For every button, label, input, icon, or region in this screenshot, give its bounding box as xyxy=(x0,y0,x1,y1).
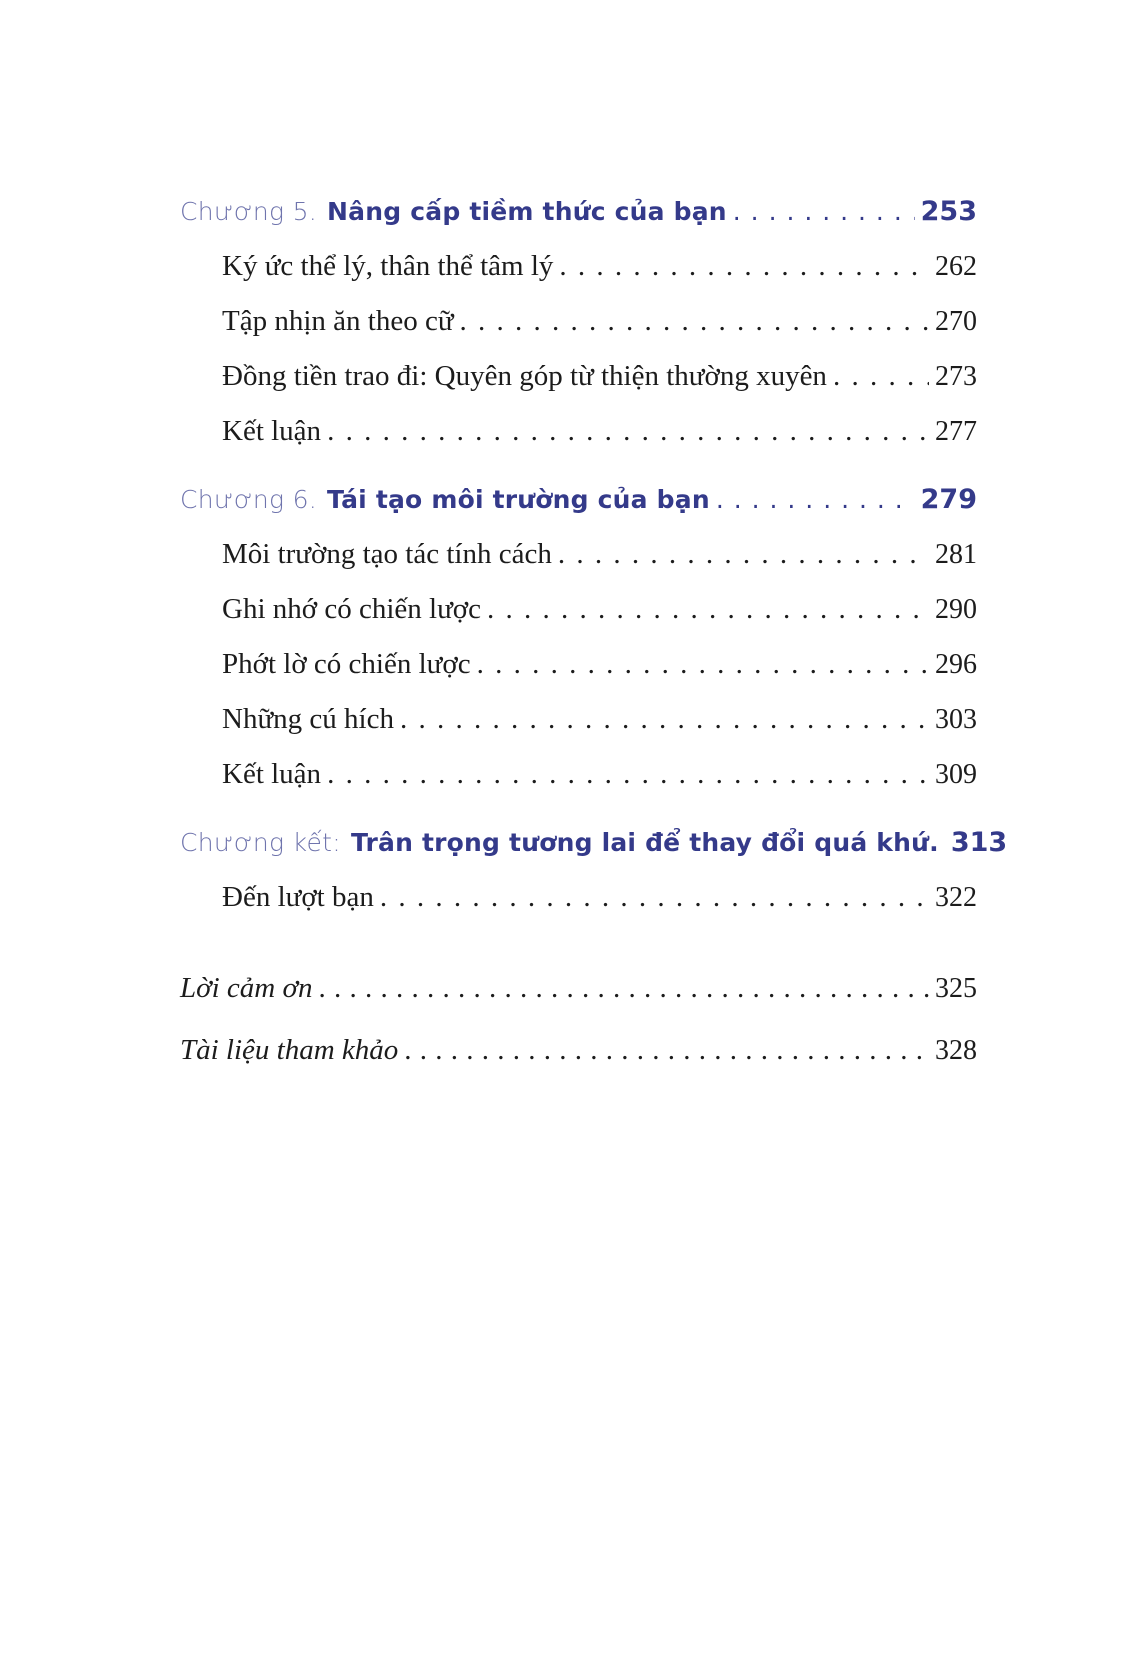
section-page-number: 270 xyxy=(935,306,977,337)
section-title: Tập nhịn ăn theo cữ xyxy=(222,305,454,337)
toc-entry[interactable] xyxy=(180,360,977,415)
toc-entry[interactable] xyxy=(180,593,977,648)
chapter-title: Trân trọng tương lai để thay đổi quá khứ. xyxy=(350,828,939,857)
chapter-conclusion xyxy=(180,827,1008,936)
back-matter xyxy=(180,972,977,1096)
section-title: Kết luận xyxy=(222,758,322,790)
chapter-title: Tái tạo môi trường của bạn xyxy=(327,485,710,514)
section-title: Ký ức thể lý, thân thể tâm lý xyxy=(222,250,554,282)
section-page-number: 309 xyxy=(935,759,977,790)
chapter-page-number: 279 xyxy=(920,484,977,515)
section-title: Đến lượt bạn xyxy=(222,881,374,913)
chapter-prefix: Chương 6. xyxy=(180,485,318,514)
toc-entry[interactable] xyxy=(180,1034,977,1096)
chapter-page-number: 253 xyxy=(920,196,977,227)
section-page-number: 322 xyxy=(935,882,977,913)
chapter-heading[interactable] xyxy=(180,484,977,520)
toc-entry[interactable] xyxy=(180,538,977,593)
section-page-number: 290 xyxy=(935,594,977,625)
back-matter-title: Tài liệu tham khảo xyxy=(180,1034,399,1066)
chapter-heading[interactable] xyxy=(180,827,1008,863)
dot-leader xyxy=(487,593,929,626)
dot-leader xyxy=(400,703,929,736)
chapter-prefix: Chương 5. xyxy=(180,197,318,226)
chapter-title: Nâng cấp tiềm thức của bạn xyxy=(327,197,727,226)
section-page-number: 277 xyxy=(935,416,977,447)
dot-leader xyxy=(404,1034,929,1067)
dot-leader xyxy=(558,538,929,571)
back-matter-page-number: 328 xyxy=(935,1035,977,1066)
toc-entry[interactable] xyxy=(180,881,977,936)
dot-leader xyxy=(380,881,929,914)
toc-entry[interactable] xyxy=(180,415,977,470)
section-title: Những cú hích xyxy=(222,703,394,735)
chapter-heading[interactable] xyxy=(180,196,977,232)
chapter-prefix: Chương kết: xyxy=(180,828,341,857)
dot-leader xyxy=(477,648,929,681)
dot-leader xyxy=(716,485,915,514)
section-page-number: 273 xyxy=(935,361,977,392)
dot-leader xyxy=(318,972,929,1005)
back-matter-title: Lời cảm ơn xyxy=(180,972,313,1004)
table-of-contents xyxy=(180,196,1008,1096)
section-page-number: 281 xyxy=(935,539,977,570)
toc-entry[interactable] xyxy=(180,305,977,360)
toc-entry[interactable] xyxy=(180,648,977,703)
toc-entry[interactable] xyxy=(180,250,977,305)
toc-entry[interactable] xyxy=(180,972,977,1034)
section-title: Ghi nhớ có chiến lược xyxy=(222,593,481,625)
dot-leader xyxy=(733,197,915,226)
section-title: Môi trường tạo tác tính cách xyxy=(222,538,552,570)
chapter-page-number: 313 xyxy=(950,827,1008,858)
dot-leader xyxy=(327,415,929,448)
chapter-6 xyxy=(180,484,977,813)
section-page-number: 296 xyxy=(935,649,977,680)
dot-leader xyxy=(327,758,929,791)
toc-entry[interactable] xyxy=(180,703,977,758)
section-title: Phớt lờ có chiến lược xyxy=(222,648,471,680)
section-page-number: 303 xyxy=(935,704,977,735)
chapter-5 xyxy=(180,196,977,470)
section-title: Kết luận xyxy=(222,415,322,447)
dot-leader xyxy=(460,305,929,338)
dot-leader xyxy=(559,250,929,283)
dot-leader xyxy=(833,360,929,393)
back-matter-page-number: 325 xyxy=(935,973,977,1004)
section-title: Đồng tiền trao đi: Quyên góp từ thiện thường xuyên xyxy=(222,360,827,392)
toc-entry[interactable] xyxy=(180,758,977,813)
section-page-number: 262 xyxy=(935,251,977,282)
